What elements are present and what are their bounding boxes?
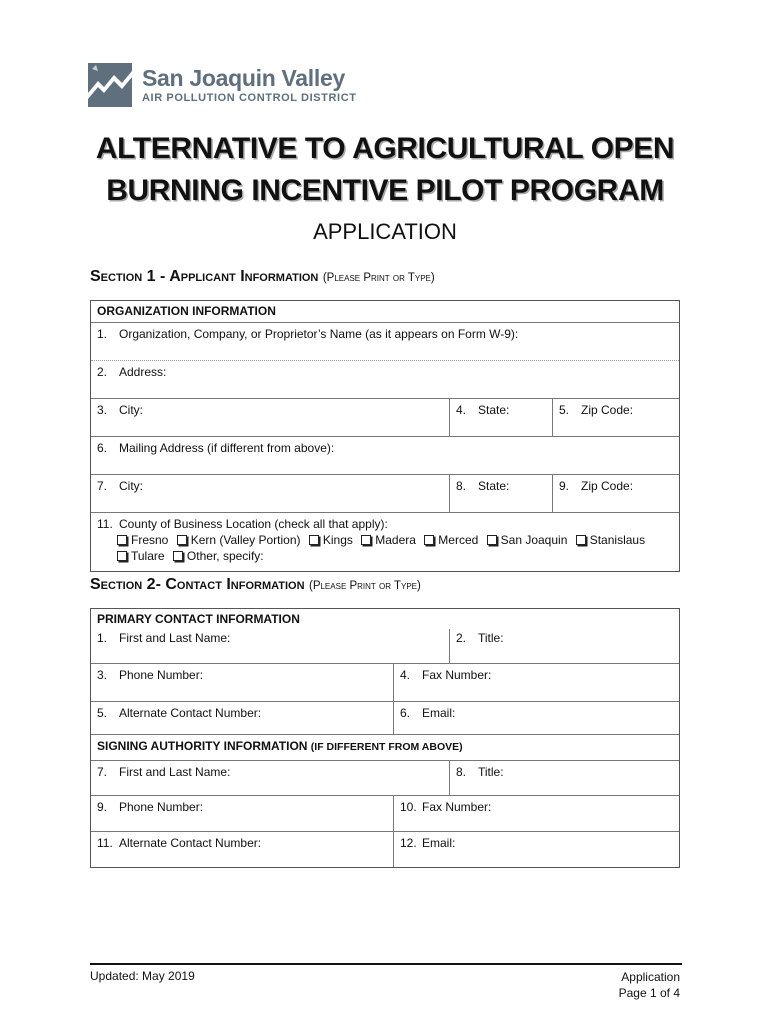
- field-number: 7.: [97, 765, 108, 779]
- mailing-city-field[interactable]: [91, 475, 449, 512]
- county-label-fresno: Fresno: [131, 533, 169, 547]
- county-label-stanislaus: Stanislaus: [589, 533, 646, 547]
- primary-name-label: First and Last Name:: [119, 631, 231, 645]
- primary-fax-label: Fax Number:: [422, 668, 492, 682]
- checkbox-icon[interactable]: [487, 535, 497, 545]
- county-label-san-joaquin: San Joaquin: [500, 533, 568, 547]
- district-logo: [88, 60, 357, 110]
- primary-name-title-row: [91, 629, 679, 664]
- checkbox-icon[interactable]: [424, 535, 434, 545]
- signing-phone-field[interactable]: [91, 796, 393, 831]
- field-number: 9.: [559, 479, 570, 493]
- county-option-stanislaus[interactable]: [572, 532, 645, 548]
- field-number: 3.: [97, 668, 108, 682]
- field-number: 2.: [456, 631, 467, 645]
- field-number: 6.: [400, 706, 411, 720]
- footer-page-number: Page 1 of 4: [618, 986, 680, 1000]
- field-number: 5.: [97, 706, 108, 720]
- section-1-heading: [90, 268, 435, 286]
- county-label-kings: Kings: [322, 533, 353, 547]
- mailing-state-field[interactable]: [449, 475, 552, 512]
- organization-header-row: [91, 301, 679, 323]
- field-number: 7.: [97, 479, 108, 493]
- address-row[interactable]: [91, 361, 679, 399]
- field-number: 4.: [456, 403, 467, 417]
- document-title-line-2: BURNING INCENTIVE PILOT PROGRAM: [106, 174, 664, 207]
- mailing-city-state-zip-row: [91, 475, 679, 513]
- checkbox-icon[interactable]: [361, 535, 371, 545]
- checkbox-icon[interactable]: [309, 535, 319, 545]
- primary-alt-email-row: [91, 702, 679, 735]
- field-number: 11.: [97, 517, 113, 531]
- organization-name-label: Organization, Company, or Proprietor’s Name (as it appears on Form W-9):: [119, 327, 519, 341]
- primary-phone-field[interactable]: [91, 664, 393, 701]
- signing-email-label: Email:: [422, 836, 456, 850]
- county-option-madera[interactable]: [357, 532, 416, 548]
- field-number: 10.: [400, 800, 417, 814]
- signing-name-label: First and Last Name:: [119, 765, 231, 779]
- field-number: 12.: [400, 836, 417, 850]
- county-label-tulare: Tulare: [131, 549, 165, 563]
- organization-information-table: [90, 300, 680, 572]
- signing-authority-header: [91, 735, 679, 753]
- primary-name-field[interactable]: [91, 629, 449, 663]
- logo-title: San Joaquin Valley: [142, 65, 345, 91]
- checkbox-icon[interactable]: [117, 535, 127, 545]
- field-number: 8.: [456, 479, 467, 493]
- signing-email-field[interactable]: [393, 832, 679, 867]
- mailing-city-label: City:: [119, 479, 143, 493]
- primary-phone-label: Phone Number:: [119, 668, 204, 682]
- county-option-san-joaquin[interactable]: [483, 532, 568, 548]
- signing-name-field[interactable]: [91, 761, 449, 795]
- county-label-other: Other, specify:: [186, 549, 264, 563]
- checkbox-icon[interactable]: [117, 551, 127, 561]
- contact-information-table: [90, 608, 680, 868]
- footer-document-name: Application: [621, 970, 680, 984]
- county-option-tulare[interactable]: [113, 548, 165, 564]
- primary-contact-header: PRIMARY CONTACT INFORMATION: [97, 612, 300, 626]
- mailing-address-row[interactable]: [91, 437, 679, 475]
- signing-authority-note: (IF DIFFERENT FROM ABOVE): [310, 741, 463, 753]
- address-label: Address:: [119, 365, 167, 379]
- state-label: State:: [478, 403, 510, 417]
- signing-alternate-number-label: Alternate Contact Number:: [119, 836, 262, 850]
- primary-title-field[interactable]: [449, 629, 679, 663]
- city-label: City:: [119, 403, 143, 417]
- primary-fax-field[interactable]: [393, 664, 679, 701]
- county-field: [91, 513, 679, 571]
- document-subtitle: APPLICATION: [313, 219, 457, 244]
- footer-divider: [90, 963, 682, 965]
- field-number: 2.: [97, 365, 108, 379]
- signing-alternate-number-field[interactable]: [91, 832, 393, 867]
- section-1-title: Section 1 - Applicant Information: [90, 268, 319, 285]
- mailing-state-label: State:: [478, 479, 510, 493]
- field-number: 5.: [559, 403, 570, 417]
- primary-email-label: Email:: [422, 706, 456, 720]
- field-number: 11.: [97, 836, 113, 850]
- section-2-hint: (Please Print or Type): [308, 580, 421, 592]
- checkbox-icon[interactable]: [173, 551, 183, 561]
- zip-code-label: Zip Code:: [581, 403, 634, 417]
- primary-title-label: Title:: [478, 631, 504, 645]
- organization-name-row[interactable]: [91, 323, 679, 361]
- field-number: 4.: [400, 668, 411, 682]
- checkbox-icon[interactable]: [177, 535, 187, 545]
- section-1-hint: (Please Print or Type): [322, 272, 435, 284]
- signing-title-field[interactable]: [449, 761, 679, 795]
- signing-title-label: Title:: [478, 765, 504, 779]
- organization-header: ORGANIZATION INFORMATION: [97, 304, 276, 318]
- primary-alternate-number-field[interactable]: [91, 702, 393, 734]
- field-number: 6.: [97, 441, 108, 455]
- checkbox-icon[interactable]: [576, 535, 586, 545]
- field-number: 3.: [97, 403, 108, 417]
- mountain-logo-icon: [88, 63, 132, 107]
- footer-page-info: [619, 969, 680, 1001]
- field-number: 1.: [97, 327, 108, 341]
- field-number: 8.: [456, 765, 467, 779]
- mailing-zip-code-label: Zip Code:: [581, 479, 634, 493]
- footer-updated: Updated: May 2019: [90, 969, 195, 983]
- county-label-madera: Madera: [375, 533, 416, 547]
- signing-name-title-row: [91, 761, 679, 796]
- signing-phone-fax-row: [91, 796, 679, 832]
- county-option-other[interactable]: [169, 548, 264, 564]
- county-label-merced: Merced: [438, 533, 479, 547]
- field-number: 1.: [97, 631, 108, 645]
- organization-name-field[interactable]: [91, 323, 679, 360]
- county-label-kern: Kern (Valley Portion): [190, 533, 301, 547]
- primary-phone-fax-row: [91, 664, 679, 702]
- county-row: [91, 513, 679, 571]
- address-field[interactable]: [91, 361, 679, 398]
- county-option-merced[interactable]: [420, 532, 478, 548]
- county-option-fresno[interactable]: [113, 532, 168, 548]
- section-2-heading: [90, 576, 421, 594]
- mailing-address-field[interactable]: [91, 437, 679, 474]
- city-field[interactable]: [91, 399, 449, 436]
- primary-contact-header-row: [91, 609, 679, 629]
- signing-alt-email-row: [91, 832, 679, 867]
- state-field[interactable]: [449, 399, 552, 436]
- signing-fax-label: Fax Number:: [422, 800, 492, 814]
- primary-email-field[interactable]: [393, 702, 679, 734]
- county-option-kern[interactable]: [173, 532, 301, 548]
- signing-authority-header-row: [91, 735, 679, 761]
- county-option-kings[interactable]: [305, 532, 353, 548]
- section-2-title: Section 2- Contact Information: [90, 576, 305, 593]
- city-state-zip-row: [91, 399, 679, 437]
- mailing-zip-code-field[interactable]: [552, 475, 679, 512]
- zip-code-field[interactable]: [552, 399, 679, 436]
- signing-phone-label: Phone Number:: [119, 800, 204, 814]
- document-title-line-1: ALTERNATIVE TO AGRICULTURAL OPEN: [95, 132, 675, 165]
- mailing-address-label: Mailing Address (if different from above):: [119, 441, 335, 455]
- logo-subtitle: AIR POLLUTION CONTROL DISTRICT: [142, 92, 357, 104]
- county-label: County of Business Location (check all that apply):: [119, 517, 388, 531]
- primary-alternate-number-label: Alternate Contact Number:: [119, 706, 262, 720]
- field-number: 9.: [97, 800, 108, 814]
- signing-authority-title: SIGNING AUTHORITY INFORMATION: [97, 739, 308, 753]
- signing-fax-field[interactable]: [393, 796, 679, 831]
